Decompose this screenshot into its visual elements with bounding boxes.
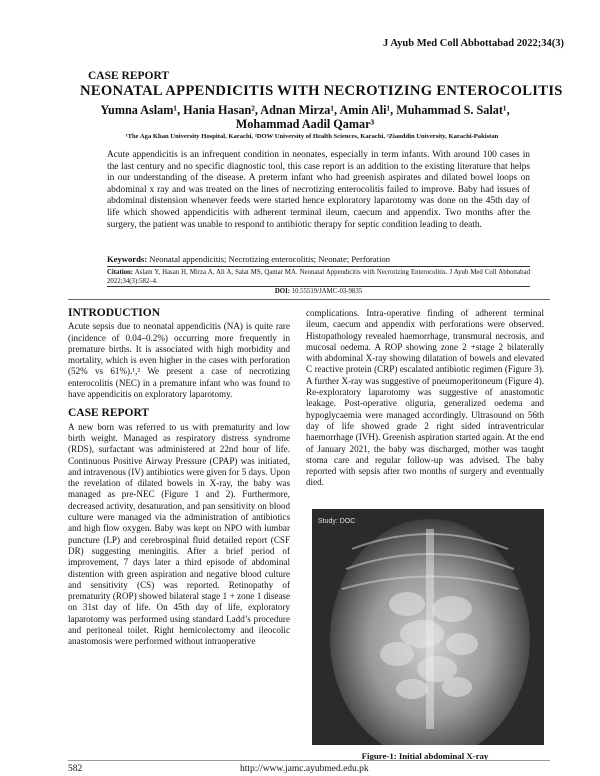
authors-line-1: Yumna Aslam¹, Hania Hasan², Adnan Mirza¹, Amin Ali¹, Muhammad S. Salat¹, bbox=[100, 103, 510, 117]
keywords-text: Neonatal appendicitis; Necrotizing enterocolitis; Neonate; Perforation bbox=[149, 254, 391, 264]
intro-heading: INTRODUCTION bbox=[68, 307, 161, 319]
intro-text: Acute sepsis due to neonatal appendicitis (NA) is quite rare (incidence of 0.04–0.2%) occurring more frequently in premature births. It is associated with high morbidity and mortality, which is even higher in the cases with perforation (52% vs 61%).¹,² We present a case of necrotizing enterocolitis (NEC) in a premature infant who was found to have appendicitis on exploratory laparotomy. bbox=[68, 321, 290, 400]
citation-label: Citation: bbox=[107, 269, 134, 276]
doi-link[interactable]: 10.55519/JAMC-03-9835 bbox=[291, 288, 363, 295]
case-continued: complications. Intra-operative finding of adherent terminal ileum, caecum and appendix with perforations were observed. Histopathology revealed haemorrhage, transmural necrosis, and mucosal oedema. A ROP showing zone 2 +stage 2 bilaterally with abdominal X-ray showing dilatation of bowels and elevated C reactive protein (CRP) escalated antibiotic regimen (Figure 3). A further X-ray was suggestive of pneumoperitoneum (Figure 4). Re-exploratory laparotomy was suggestive of anastomotic leakage. Post-operative oliguria, generalized oedema and hypoglycaemia were managed accordingly. Ultrasound on 56th day of life showed grade 2 right sided intraventricular haemorrhage (IVH). Greenish aspiration started again. At the end of January 2021, the baby was discharged, mother was taught stoma care and regular follow-up was advised. The baby reported with sepsis after two months of surgery and eventually died. bbox=[306, 308, 544, 488]
article-type: CASE REPORT bbox=[88, 70, 170, 82]
abstract: Acute appendicitis is an infrequent condition in neonates, especially in term infants. With around 100 cases in the last century and no specific diagnostic tool, this case report is an addition to the existing literature that helps in our understanding of the disease. A preterm infant who had greenish aspirates and dilated bowel loops on abdominal x ray and was treated on the lines of necrotizing enterocolitis failed to improve. Baby had issues of abdominal distension whenever feeds were started hence exploratory laparotomy was done on the 45th day of life which showed appendicitis with adherent terminal ileum, caecum and appendix. Two months after the surgery, the patient was unable to respond to antibiotic therapy for septic condition leading to death. bbox=[107, 150, 530, 230]
citation bbox=[107, 268, 530, 286]
citation-top-rule bbox=[107, 266, 530, 267]
page-number: 582 bbox=[68, 764, 83, 774]
journal-header: J Ayub Med Coll Abbottabad 2022;34(3) bbox=[383, 38, 564, 49]
citation-bottom-rule bbox=[107, 286, 530, 287]
keywords bbox=[107, 254, 530, 264]
doi-label: DOI: bbox=[274, 288, 290, 295]
affiliations: ¹The Aga Khan University Hospital, Karachi, ²DOW University of Health Sciences, Karachi, ³Ziauddin University, Karachi-Pakistan bbox=[125, 133, 499, 140]
article-title: NEONATAL APPENDICITIS WITH NECROTIZING ENTEROCOLITIS bbox=[80, 83, 563, 99]
doi bbox=[107, 288, 530, 295]
citation-text: Aslam Y, Hasan H, Mirza A, Ali A, Salat MS, Qamar MA. Neonatal Appendicitis with Necrotizing Enterocolitis. J Ayub Med Coll Abbottabad 2022;34(3):582–4. bbox=[107, 269, 530, 285]
case-text: A new born was referred to us with prematurity and low birth weight. Managed as respiratory distress syndrome (RDS), surfactant was administered at 22nd hour of life. Continuous Positive Airway Pressure (CPAP) was initiated, and intravenous (IV) antibiotics were given for 5 days. Upon the revelation of dilated bowels in X-ray, the baby was managed as pre-NEC (Figure 1 and 2). Furthermore, decreased activity, desaturation, and pan sensitivity on blood culture were managed via the administration of antibiotics and high flow oxygen. Baby was kept on NPO with lumbar puncture (LP) and cerebrospinal fluid detailed report (CSF DR) suggesting meningitis. After a brief period of improvement, 7 days later a third episode of abdominal distention with green aspiration and negative blood culture and sensitivity (CS) was reported. Retinopathy of prematurity (ROP) showed bilateral stage 1 + zone 1 disease on 31st day of life. On 45th day of life, exploratory laparotomy was performed using standard Ladd’s procedure and peritoneal toilet. Right hemicolectomy and ileocolic anastomosis were performed without intraoperative bbox=[68, 421, 290, 647]
xray-image bbox=[312, 509, 544, 745]
section-divider bbox=[68, 299, 550, 300]
figure-caption: Figure-1: Initial abdominal X-ray bbox=[361, 751, 489, 761]
authors-line-2: Mohammad Aadil Qamar³ bbox=[235, 117, 375, 131]
keywords-label: Keywords: bbox=[107, 254, 148, 264]
intro-section bbox=[68, 308, 290, 648]
author-list bbox=[40, 103, 570, 131]
footer-rule bbox=[68, 760, 550, 761]
footer-url-link[interactable]: http://www.jamc.ayubmed.edu.pk bbox=[240, 764, 369, 774]
xray-figure bbox=[312, 509, 544, 745]
xray-overlay-text: Study: DOC bbox=[318, 518, 356, 525]
case-heading: CASE REPORT bbox=[68, 407, 150, 420]
